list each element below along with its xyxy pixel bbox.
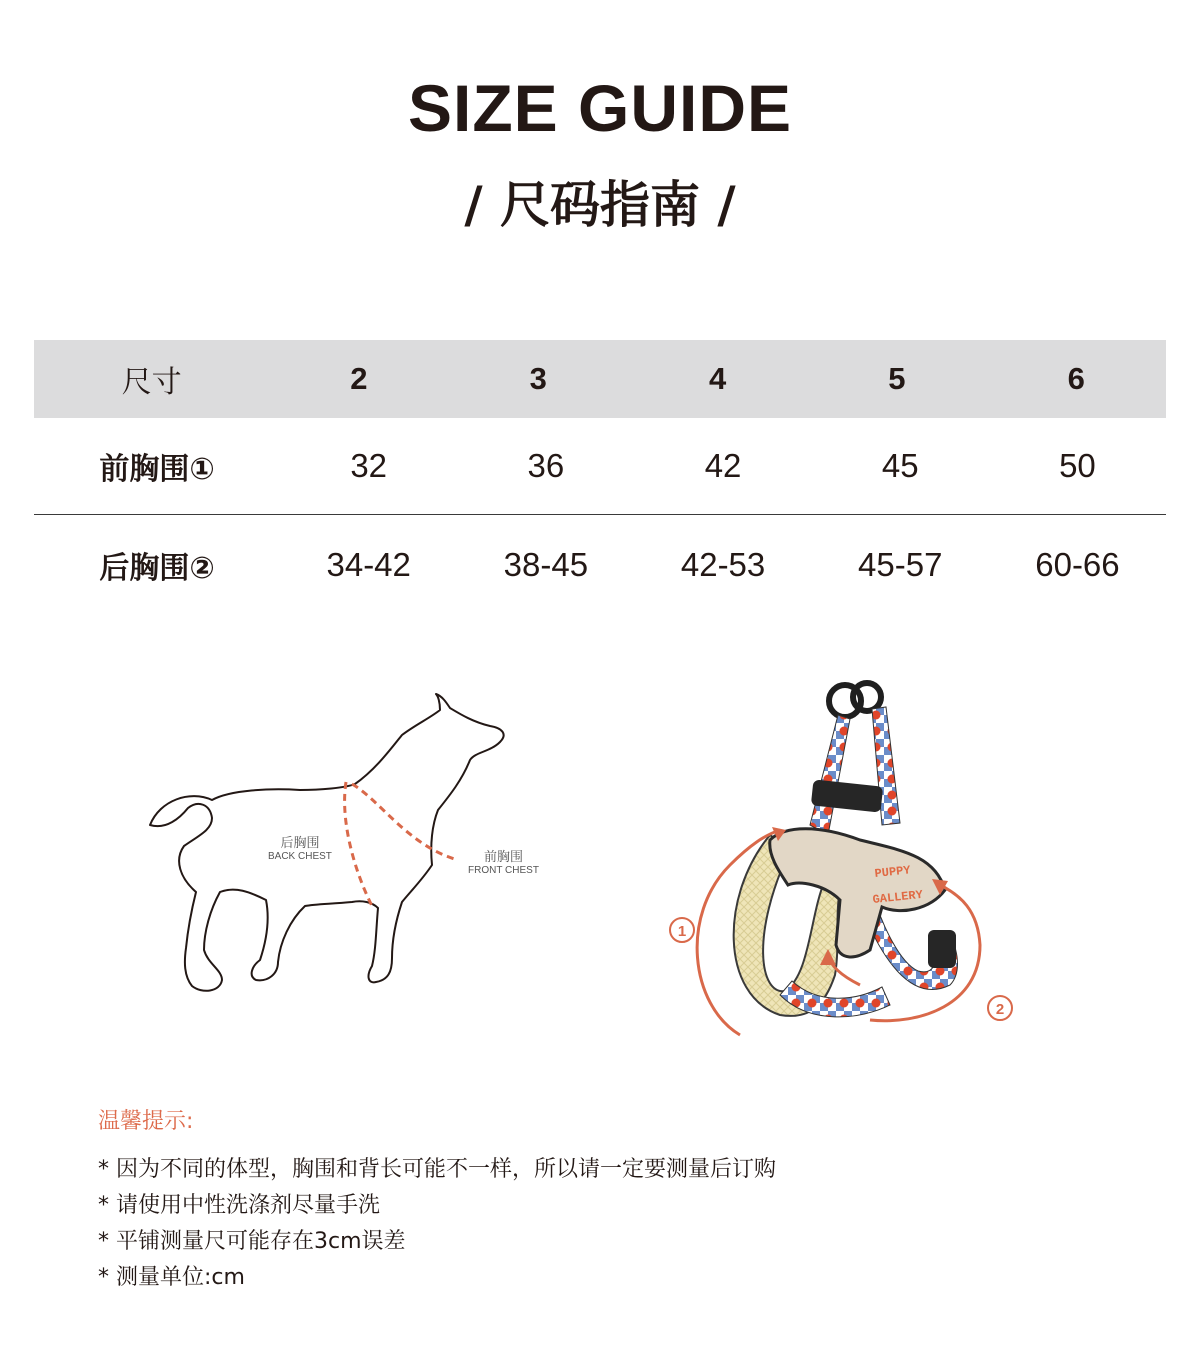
table-cell: 38-45 <box>503 546 589 583</box>
table-row-back-chest <box>34 515 1166 615</box>
size-header-cell: 2 <box>350 361 368 396</box>
size-table <box>34 340 1166 615</box>
harness-brand-line2: GALLERY <box>871 887 924 907</box>
table-cell: 45 <box>881 447 919 484</box>
back-chest-label-en: BACK CHEST <box>268 851 332 862</box>
front-chest-label-en: FRONT CHEST <box>468 865 539 876</box>
table-cell: 42 <box>704 447 742 484</box>
size-header-cell: 5 <box>888 361 906 396</box>
back-chest-label-cn: 后胸围 <box>280 836 320 851</box>
table-cell: 36 <box>527 447 565 484</box>
dog-measurement-diagram <box>140 680 540 1010</box>
size-header-cell: 6 <box>1067 361 1085 396</box>
dog-outline-illustration <box>140 680 540 1010</box>
row-label: 后胸围② <box>99 551 215 586</box>
harness-product-image <box>660 675 1040 1055</box>
tip-item: * 平铺测量尺可能存在3cm误差 <box>98 1229 406 1254</box>
table-cell: 42-53 <box>680 546 766 583</box>
tip-item: * 请使用中性洗涤剂尽量手洗 <box>98 1193 380 1218</box>
tip-item: * 因为不同的体型，胸围和背长可能不一样，所以请一定要测量后订购 <box>98 1157 776 1182</box>
back-chest-label <box>268 832 332 862</box>
table-cell: 45-57 <box>858 546 943 583</box>
harness-illustration <box>660 675 1040 1055</box>
size-header-cell: 3 <box>529 361 547 396</box>
table-cell: 60-66 <box>1035 546 1120 583</box>
front-chest-label <box>468 846 539 876</box>
table-cell: 50 <box>1059 447 1096 484</box>
size-header-cell: 4 <box>708 361 727 396</box>
table-cell: 32 <box>350 447 388 484</box>
table-cell: 34-42 <box>326 546 411 583</box>
table-header-row <box>34 340 1166 418</box>
tips-title: 温馨提示: <box>98 1109 194 1134</box>
back-chest-dashed-line <box>345 782 372 906</box>
tip-item: * 测量单位:cm <box>98 1265 245 1290</box>
table-header-label: 尺寸 <box>121 365 182 400</box>
row-label: 前胸围① <box>99 452 215 487</box>
side-buckle-icon <box>928 930 956 968</box>
tips-list <box>98 1152 776 1296</box>
page-title: SIZE GUIDE <box>407 71 793 145</box>
table-row-front-chest <box>34 418 1166 515</box>
harness-brand-line1: PUPPY <box>873 863 912 881</box>
marker-1-text: 1 <box>677 923 687 940</box>
front-chest-dashed-line <box>352 784 458 860</box>
o-ring-icon <box>853 683 881 711</box>
marker-2-text: 2 <box>995 1001 1005 1018</box>
page-subtitle: / 尺码指南 / <box>464 176 736 234</box>
front-chest-label-cn: 前胸围 <box>483 850 523 865</box>
